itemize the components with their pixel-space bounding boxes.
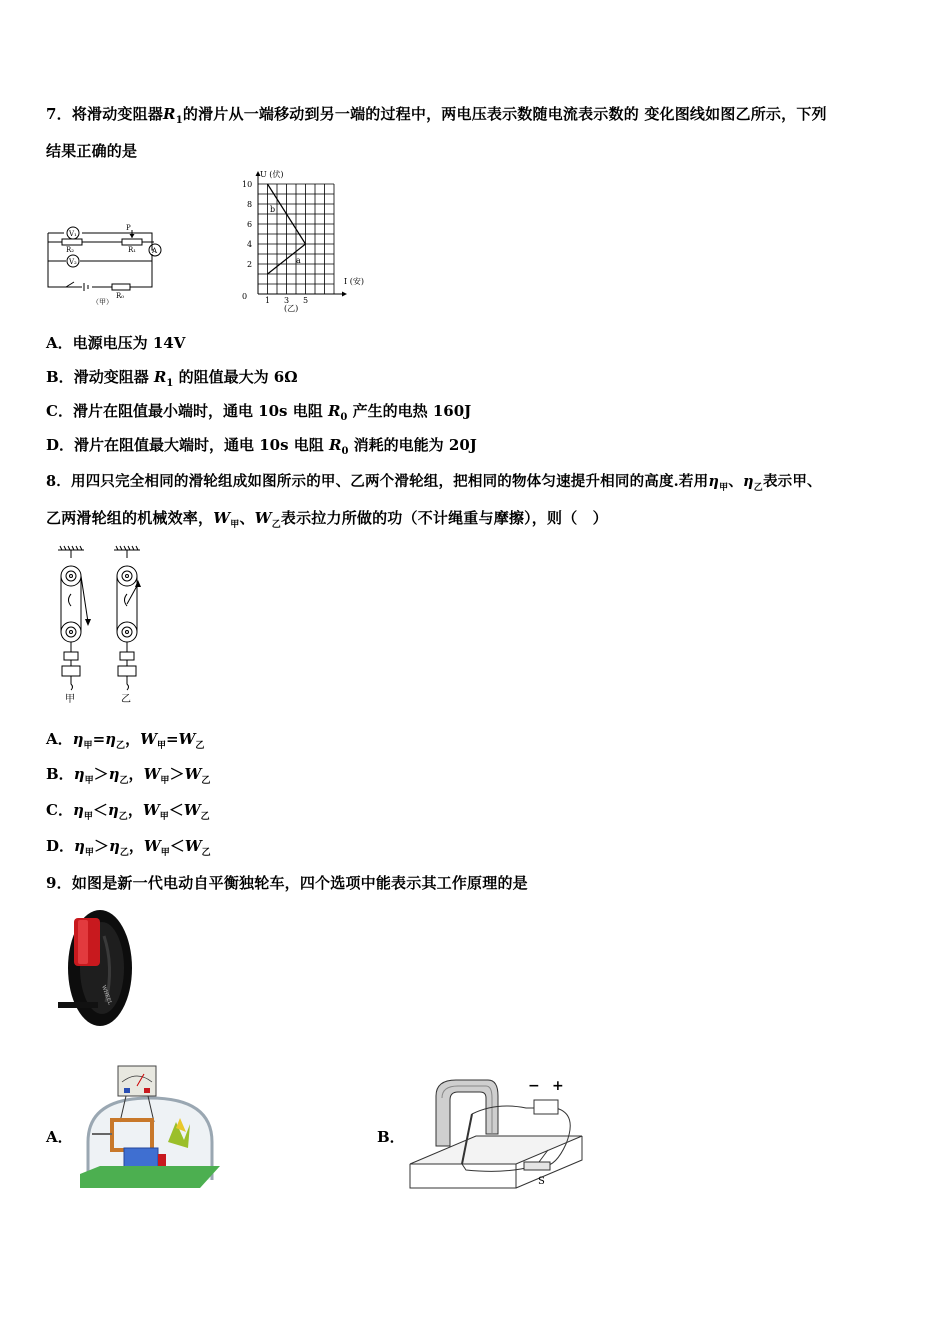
x-tick-3: 3 [284,296,290,305]
q9-option-b-image [406,1074,586,1194]
q9-option-a[interactable]: A． [46,1128,73,1146]
q8-line-2: 乙两滑轮组的机械效率，$W_甲$、$W_乙$表示拉力所做的功（不计绳重与摩擦），则（ ） [46,509,608,530]
v2-label: V₂ [69,258,77,266]
q7-option-b[interactable]: B．滑动变阻器 $R_1$ 的阻值最大为 6Ω [46,368,298,389]
pulley-label-yi: 乙 [121,694,131,704]
x-tick-1: 1 [265,296,271,305]
q9-option-b[interactable]: B． [377,1128,405,1146]
battery-plus-label: + [552,1078,564,1094]
x-tick-5: 5 [303,296,309,305]
q9-option-a-image [80,1062,220,1190]
q8-option-b[interactable]: B．$\eta_甲>\eta_乙$，$W_甲>W_乙$ [46,765,211,786]
q8-option-a[interactable]: A．$\eta_甲=\eta_乙$，$W_甲=W_乙$ [46,730,205,751]
graph-caption: (乙) [284,304,299,313]
pulley-label-jia: 甲 [65,694,75,704]
y-tick-8: 8 [247,200,253,209]
q7-option-c[interactable]: C．滑片在阻值最小端时，通电 10s 电阻 $R_0$ 产生的电热 160J [46,402,472,423]
v1-label: V₁ [69,230,77,238]
q7-option-a[interactable]: A．电源电压为 14V [46,334,186,352]
y-tick-0: 0 [242,292,248,301]
graph-x-label: I (安) [344,277,364,286]
q7-line-2: 结果正确的是 [46,142,138,160]
ammeter-label: A [152,247,158,255]
q7-option-d[interactable]: D．滑片在阻值最大端时，通电 10s 电阻 $R_0$ 消耗的电能为 20J [46,436,477,457]
line-b-label: b [270,205,276,214]
wheel-brand-text: WHEEL [100,984,113,1006]
graph-y-label: U (伏) [260,170,284,179]
circuit-caption: （甲） [92,298,113,306]
battery-minus-label: − [528,1078,540,1094]
r2-label: R₂ [66,246,75,254]
q7-circuit-diagram [44,212,174,307]
q8-pulley-diagram [52,544,152,704]
q9-line-1: 9．如图是新一代电动自平衡独轮车，四个选项中能表示其工作原理的是 [46,874,528,892]
q8-line-1: 8．用四只完全相同的滑轮组成如图所示的甲、乙两个滑轮组，把相同的物体匀速提升相同的高度.若用$\eta_甲$、$\eta_乙$表示甲、 [46,473,822,493]
slider-p-label: P [126,224,131,232]
y-tick-2: 2 [247,260,253,269]
y-tick-10: 10 [242,180,253,189]
switch-label: S [538,1176,545,1187]
q7-ui-graph [232,166,382,314]
y-tick-6: 6 [247,220,253,229]
r0-label: R₀ [116,292,125,300]
y-tick-4: 4 [247,240,253,249]
q8-option-c[interactable]: C．$\eta_甲<\eta_乙$，$W_甲<W_乙$ [46,801,210,822]
q8-option-d[interactable]: D．$\eta_甲>\eta_乙$，$W_甲<W_乙$ [46,837,211,858]
q9-unicycle-image [56,906,136,1030]
q7-line-1: 7．将滑动变阻器$R_1$的滑片从一端移动到另一端的过程中，两电压表示数随电流表示数的 变化图线如图乙所示，下列 [46,105,827,126]
r1-label: R₁ [128,246,137,254]
line-a-label: a [296,256,301,265]
